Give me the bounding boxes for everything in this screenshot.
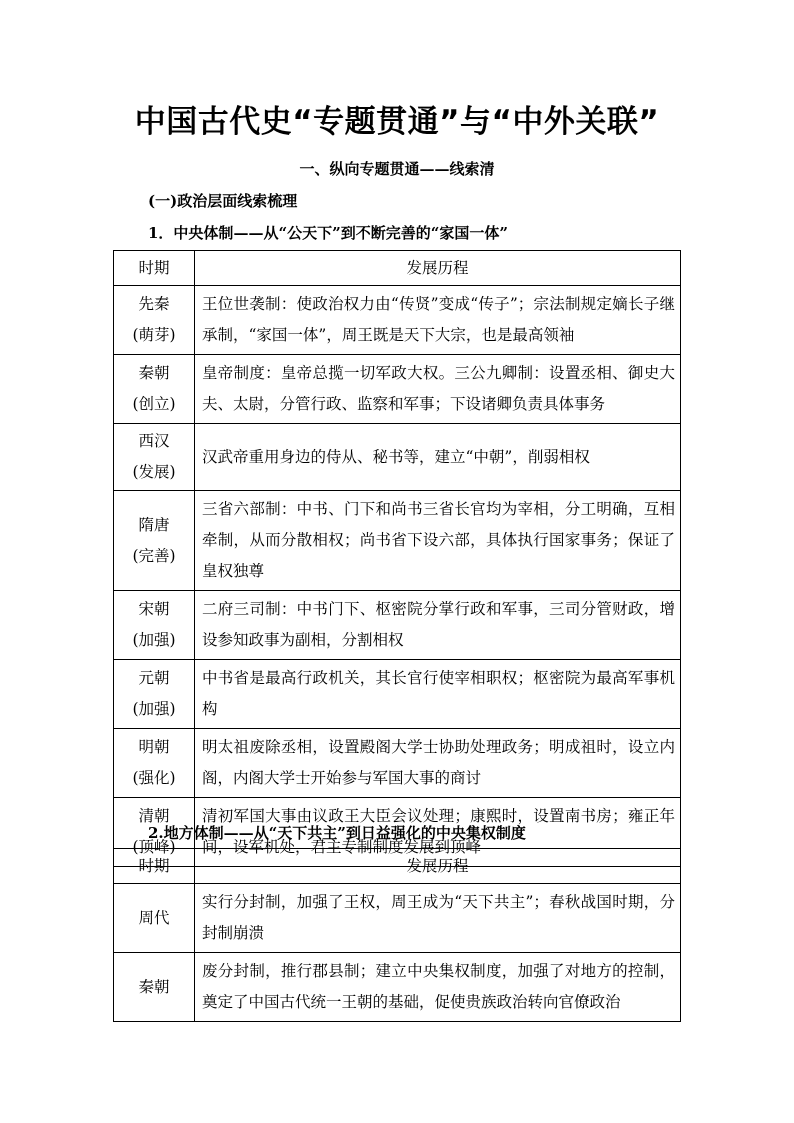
period-cell: [114, 355, 195, 424]
period-stage: (强化): [132, 769, 176, 787]
table-header-row: [114, 849, 681, 884]
development-cell: 清初军国大事由议政王大臣会议处理；康熙时，设置南书房；雍正年间，设军机处，君主专制制度发展到顶峰: [195, 798, 681, 867]
period-stage: (加强): [132, 631, 176, 649]
table-row: [114, 355, 681, 424]
table-row: [114, 424, 681, 491]
period-cell: [114, 286, 195, 355]
table-row: [114, 491, 681, 591]
period-cell: [114, 424, 195, 491]
development-cell: 皇帝制度：皇帝总揽一切军政大权。三公九卿制：设置丞相、御史大夫、太尉，分管行政、监察和军事；下设诸卿负责具体事务: [195, 355, 681, 424]
section-heading: 一、纵向专题贯通——线索清: [299, 160, 495, 178]
development-cell: 二府三司制：中书门下、枢密院分掌行政和军事，三司分管财政，增设参知政事为副相，分割相权: [195, 591, 681, 660]
development-cell: 中书省是最高行政机关，其长官行使宰相职权；枢密院为最高军事机构: [195, 660, 681, 729]
period-stage: (萌芽): [132, 326, 176, 344]
period-cell: [114, 660, 195, 729]
period-name: 宋朝: [138, 600, 170, 618]
page-title: 中国古代史“专题贯通”与“中外关联”: [134, 104, 660, 140]
development-cell: 王位世袭制：使政治权力由“传贤”变成“传子”；宗法制规定嫡长子继承制，“家国一体”，周王既是天下大宗，也是最高领袖: [195, 286, 681, 355]
development-cell: 明太祖废除丞相，设置殿阁大学士协助处理政务；明成祖时，设立内阁，内阁大学士开始参与军国大事的商讨: [195, 729, 681, 798]
table-header-row: [114, 251, 681, 286]
table-row: [114, 660, 681, 729]
table1-caption: 1．中央体制——从“公天下”到不断完善的“家国一体”: [148, 224, 508, 242]
period-name: 秦朝: [138, 364, 170, 382]
period-cell: [114, 729, 195, 798]
period-name: 元朝: [138, 669, 170, 687]
period-cell: [114, 491, 195, 591]
development-cell: 三省六部制：中书、门下和尚书三省长官均为宰相，分工明确，互相牵制，从而分散相权；尚书省下设六部，具体执行国家事务；保证了皇权独尊: [195, 491, 681, 591]
table-row: [114, 729, 681, 798]
local-system-table: [113, 848, 681, 1022]
header-period: 时期: [114, 251, 195, 286]
table-row: [114, 286, 681, 355]
development-cell: 废分封制，推行郡县制；建立中央集权制度，加强了对地方的控制，奠定了中国古代统一王朝的基础，促使贵族政治转向官僚政治: [195, 953, 681, 1022]
period-name: 清朝: [138, 807, 170, 825]
table2-caption: 2.地方体制——从“天下共主”到日益强化的中央集权制度: [148, 824, 526, 842]
period-name: 明朝: [138, 738, 170, 756]
header-development: 发展历程: [195, 251, 681, 286]
period-cell: 周代: [114, 884, 195, 953]
period-cell: 秦朝: [114, 953, 195, 1022]
period-stage: (发展): [132, 463, 176, 481]
subsection-heading: (一)政治层面线索梳理: [148, 192, 298, 210]
period-name: 西汉: [138, 432, 170, 450]
period-cell: [114, 591, 195, 660]
period-stage: (完善): [132, 546, 176, 565]
development-cell: 汉武帝重用身边的侍从、秘书等，建立“中朝”，削弱相权: [195, 424, 681, 491]
header-period: 时期: [114, 849, 195, 884]
period-name: 隋唐: [138, 515, 170, 534]
table-row: [114, 953, 681, 1022]
development-cell: 实行分封制，加强了王权，周王成为“天下共主”；春秋战国时期，分封制崩溃: [195, 884, 681, 953]
period-name: 先秦: [138, 295, 170, 313]
table-row: [114, 591, 681, 660]
period-stage: (顶峰): [132, 838, 176, 856]
period-stage: (加强): [132, 700, 176, 718]
period-stage: (创立): [132, 395, 176, 413]
table-row: [114, 884, 681, 953]
header-development: 发展历程: [195, 849, 681, 884]
central-system-table: [113, 250, 681, 867]
